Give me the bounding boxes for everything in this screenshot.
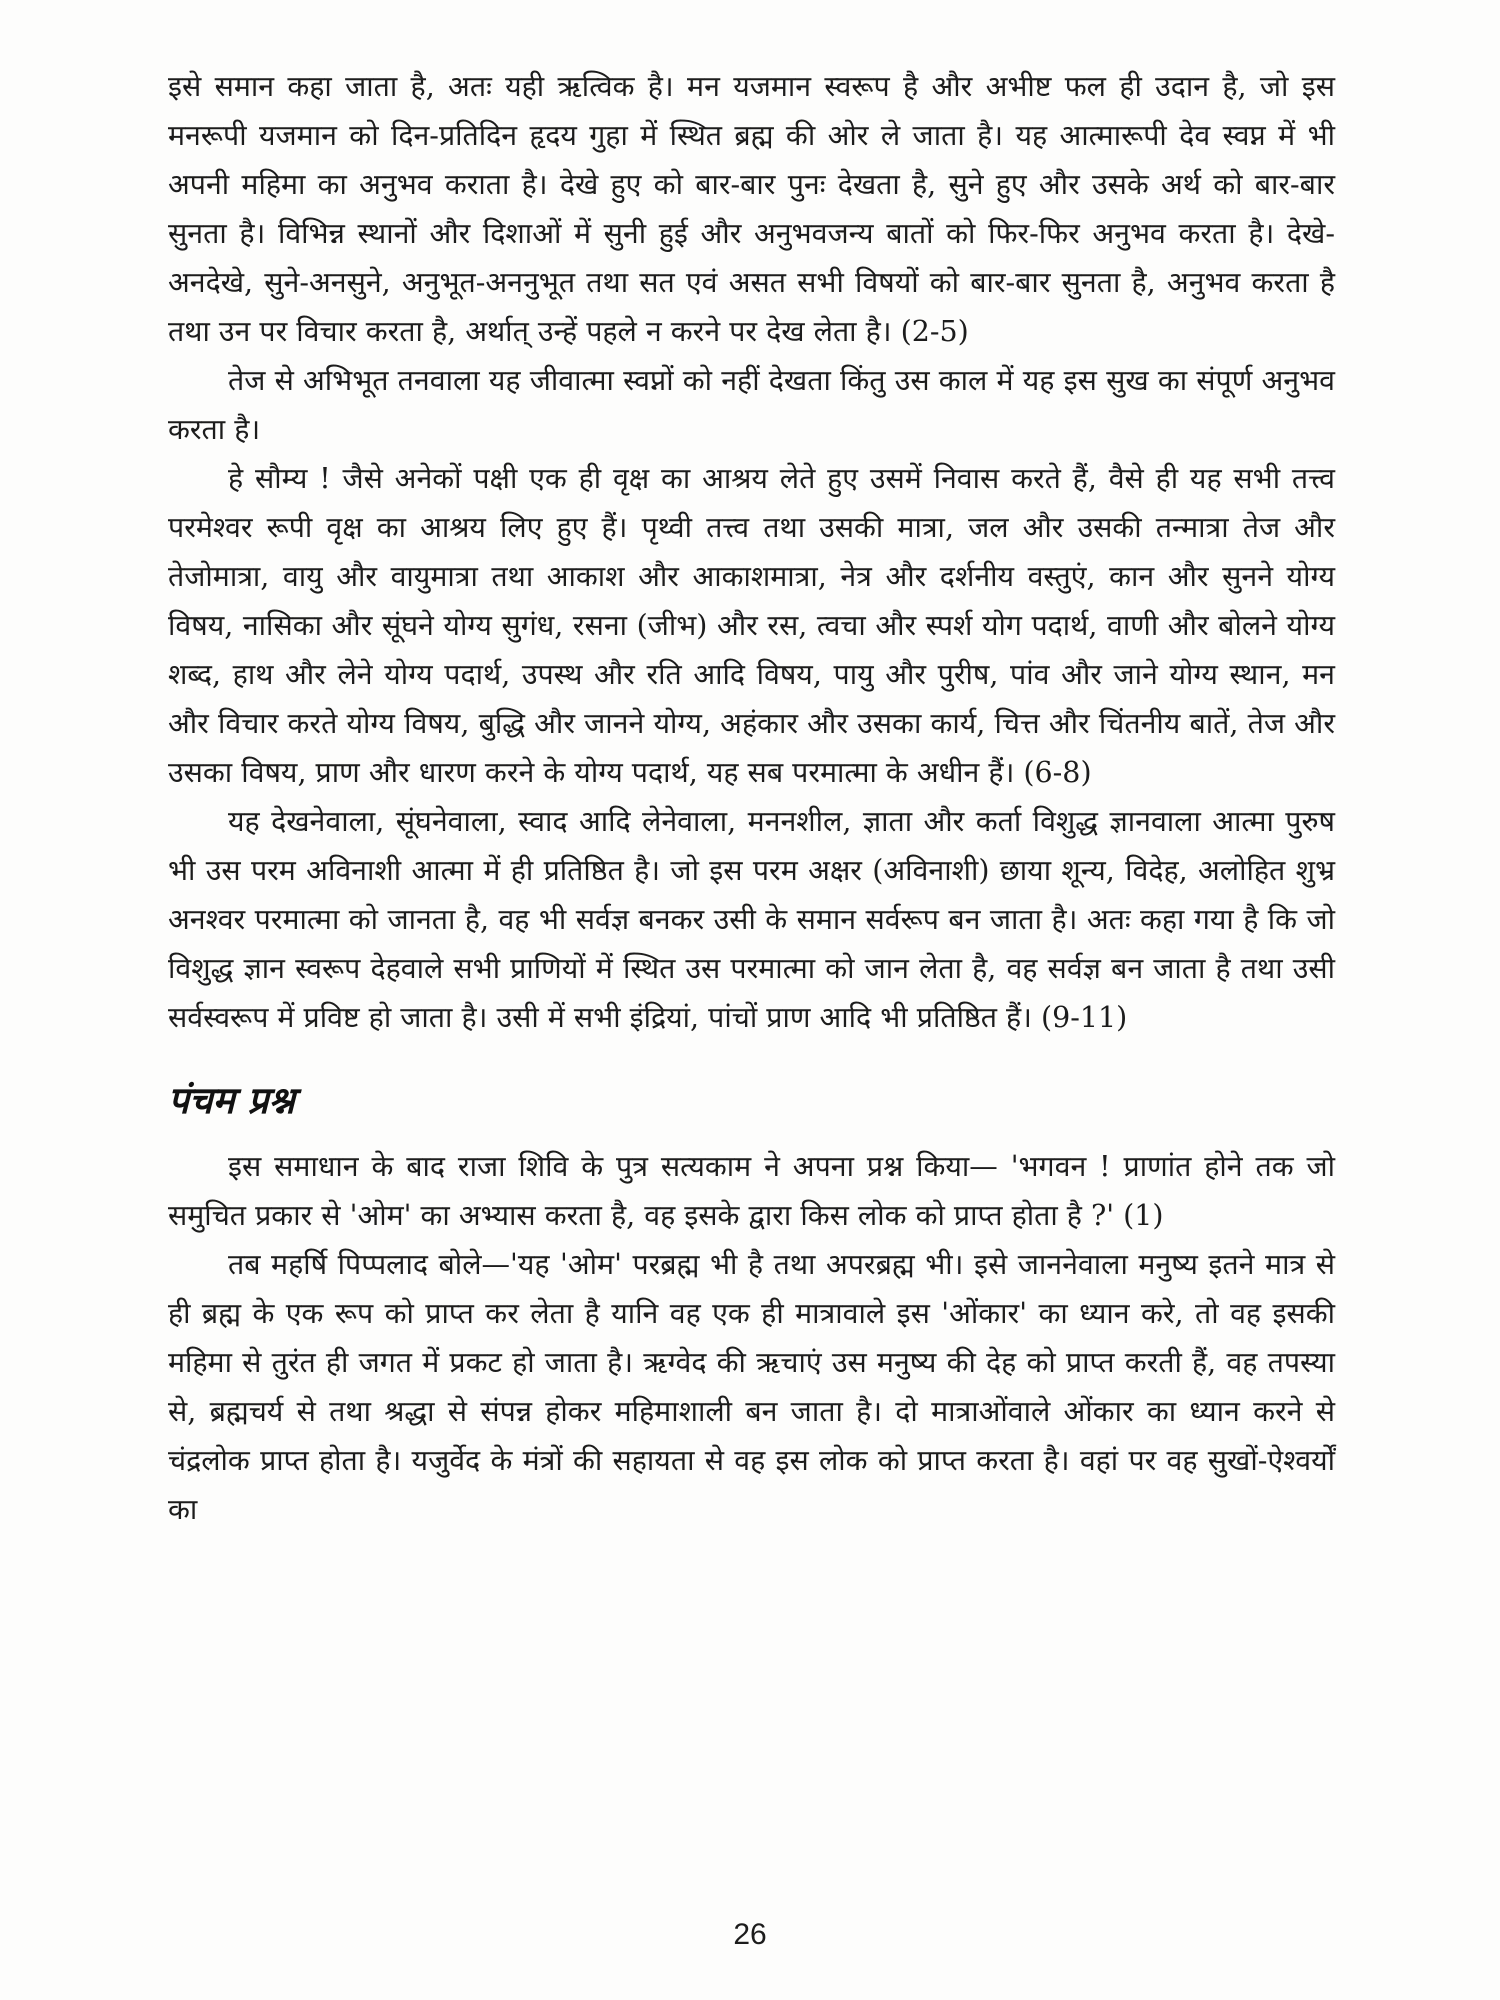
paragraph-dream-state: तेज से अभिभूत तनवाला यह जीवात्मा स्वप्नों को नहीं देखता किंतु उस काल में यह इस सुख का संपूर्ण अनुभव करता है।	[168, 364, 1335, 446]
paragraph-satyakama-question: इस समाधान के बाद राजा शिवि के पुत्र सत्यकाम ने अपना प्रश्न किया— 'भगवन ! प्राणांत होने तक जो समुचित प्रकार से 'ओम' का अभ्यास करता है, वह इसके द्वारा किस लोक को प्राप्त होता है ?' (1)	[168, 1150, 1335, 1232]
paragraph-continuation: इसे समान कहा जाता है, अतः यही ऋत्विक है। मन यजमान स्वरूप है और अभीष्ट फल ही उदान है, जो इस मनरूपी यजमान को दिन-प्रतिदिन हृदय गुहा में स्थित ब्रह्म की ओर ले जाता है। यह आत्मारूपी देव स्वप्न में भी अपनी महिमा का अनुभव कराता है। देखे हुए को बार-बार पुनः देखता है, सुने हुए और उसके अर्थ को बार-बार सुनता है। विभिन्न स्थानों और दिशाओं में सुनी हुई और अनुभवजन्य बातों को फिर-फिर अनुभव करता है। देखे-अनदेखे, सुने-अनसुने, अनुभूत-अननुभूत तथा सत एवं असत सभी विषयों को बार-बार सुनता है, अनुभव करता है तथा उन पर विचार करता है, अर्थात् उन्हें पहले न करने पर देख लेता है। (2-5)	[168, 70, 1335, 348]
paragraph-supreme-self: यह देखनेवाला, सूंघनेवाला, स्वाद आदि लेनेवाला, मननशील, ज्ञाता और कर्ता विशुद्ध ज्ञानवाला आत्मा पुरुष भी उस परम अविनाशी आत्मा में ही प्रतिष्ठित है। जो इस परम अक्षर (अविनाशी) छाया शून्य, विदेह, अलोहित शुभ्र अनश्वर परमात्मा को जानता है, वह भी सर्वज्ञ बनकर उसी के समान सर्वरूप बन जाता है। अतः कहा गया है कि जो विशुद्ध ज्ञान स्वरूप देहवाले सभी प्राणियों में स्थित उस परमात्मा को जान लेता है, वह सर्वज्ञ बन जाता है तथा उसी सर्वस्वरूप में प्रविष्ट हो जाता है। उसी में सभी इंद्रियां, पांचों प्राण आदि भी प्रतिष्ठित हैं। (9-11)	[168, 805, 1335, 1034]
paragraph-pippalada-answer: तब महर्षि पिप्पलाद बोले—'यह 'ओम' परब्रह्म भी है तथा अपरब्रह्म भी। इसे जाननेवाला मनुष्य इतने मात्र से ही ब्रह्म के एक रूप को प्राप्त कर लेता है यानि वह एक ही मात्रावाले इस 'ओंकार' का ध्यान करे, तो वह इसकी महिमा से तुरंत ही जगत में प्रकट हो जाता है। ऋग्वेद की ऋचाएं उस मनुष्य की देह को प्राप्त करती हैं, वह तपस्या से, ब्रह्मचर्य से तथा श्रद्धा से संपन्न होकर महिमाशाली बन जाता है। दो मात्राओंवाले ओंकार का ध्यान करने से चंद्रलोक प्राप्त होता है। यजुर्वेद के मंत्रों की सहायता से वह इस लोक को प्राप्त करता है। वहां पर वह सुखों-ऐश्वर्यों का	[168, 1248, 1335, 1526]
page-number: 26	[733, 1918, 767, 1951]
section-heading: पंचम प्रश्न	[168, 1079, 295, 1122]
paragraph-tree-analogy: हे सौम्य ! जैसे अनेकों पक्षी एक ही वृक्ष का आश्रय लेते हुए उसमें निवास करते हैं, वैसे ही यह सभी तत्त्व परमेश्वर रूपी वृक्ष का आश्रय लिए हुए हैं। पृथ्वी तत्त्व तथा उसकी मात्रा, जल और उसकी तन्मात्रा तेज और तेजोमात्रा, वायु और वायुमात्रा तथा आकाश और आकाशमात्रा, नेत्र और दर्शनीय वस्तुएं, कान और सुनने योग्य विषय, नासिका और सूंघने योग्य सुगंध, रसना (जीभ) और रस, त्वचा और स्पर्श योग पदार्थ, वाणी और बोलने योग्य शब्द, हाथ और लेने योग्य पदार्थ, उपस्थ और रति आदि विषय, पायु और पुरीष, पांव और जाने योग्य स्थान, मन और विचार करते योग्य विषय, बुद्धि और जानने योग्य, अहंकार और उसका कार्य, चित्त और चिंतनीय बातें, तेज और उसका विषय, प्राण और धारण करने के योग्य पदार्थ, यह सब परमात्मा के अधीन हैं। (6-8)	[168, 462, 1335, 789]
page-body-text	[168, 62, 1335, 1534]
